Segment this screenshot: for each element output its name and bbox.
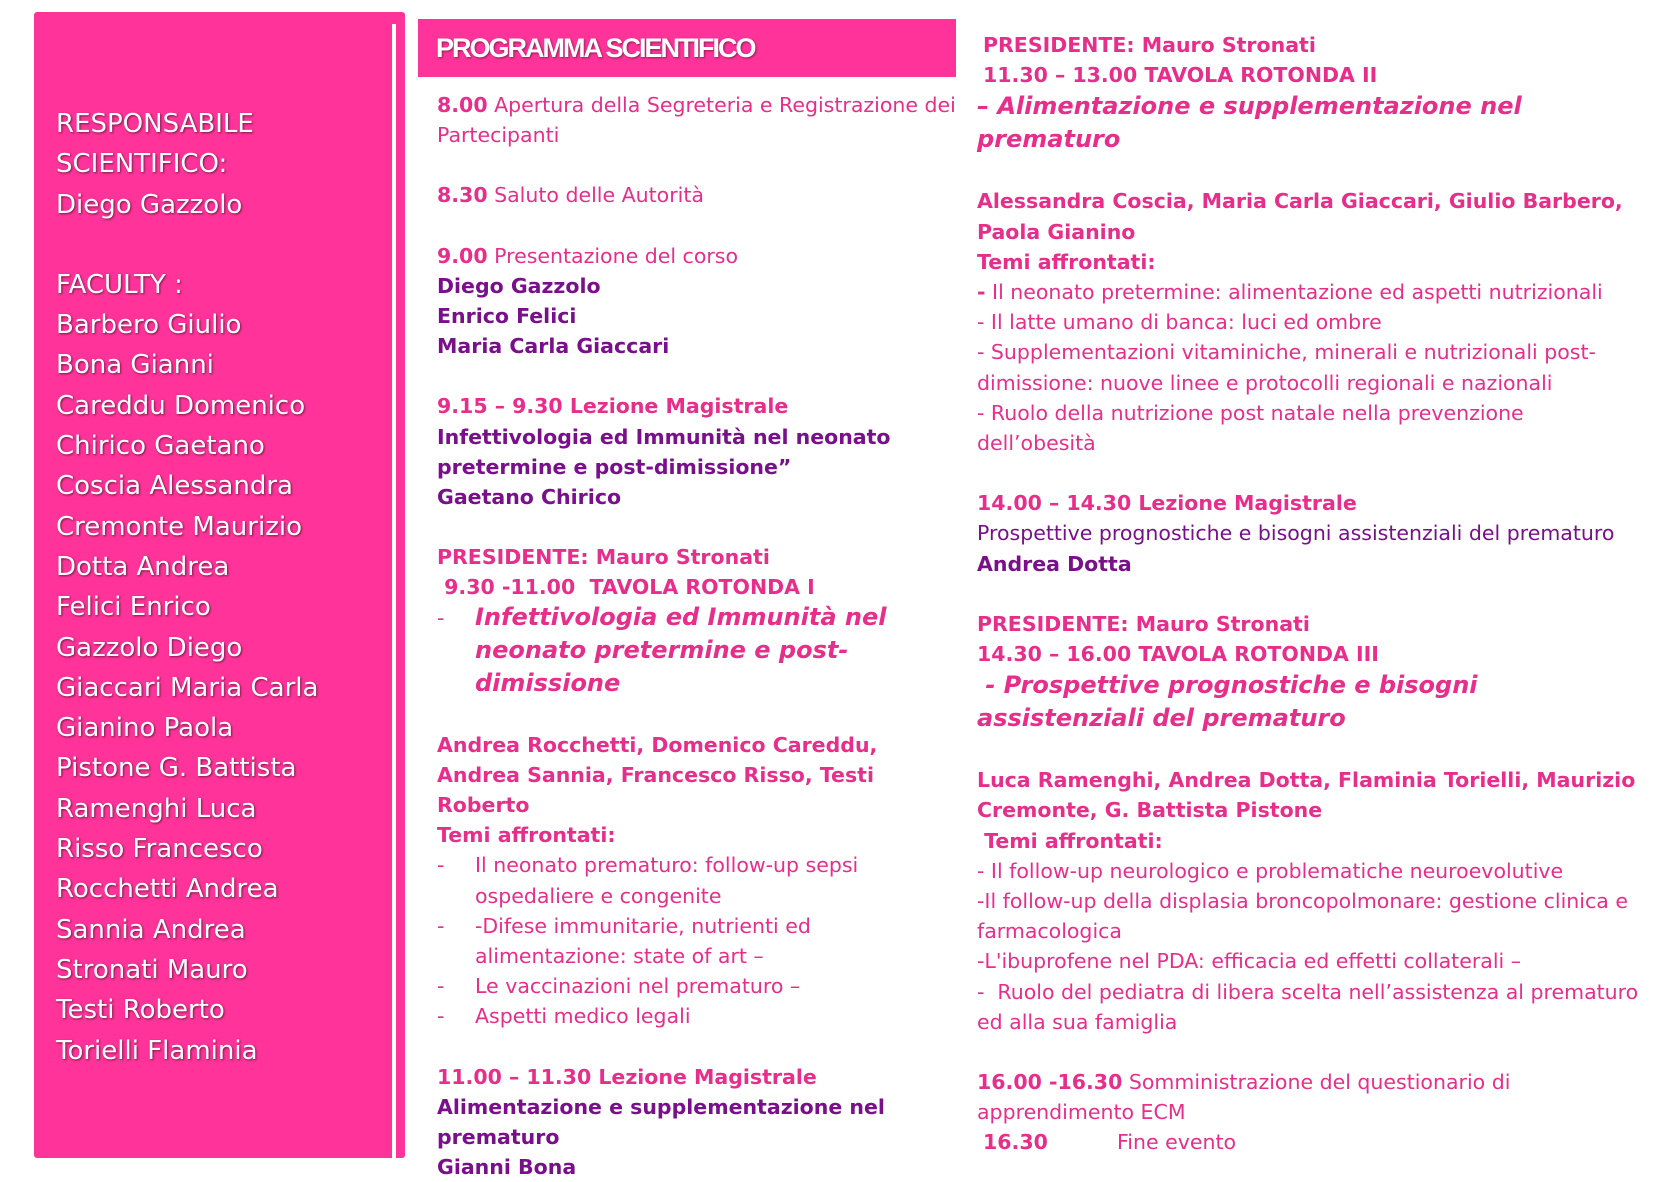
topic-text: Aspetti medico legali — [475, 1004, 691, 1029]
faculty-item: Chirico Gaetano — [56, 431, 265, 462]
topics-label: Temi affrontati: — [977, 828, 1163, 853]
lecture-title: Alimentazione e supplementazione nel prematuro — [437, 1094, 885, 1150]
event-time: 16.00 -16.30 — [977, 1070, 1123, 1095]
event-text: Saluto delle Autorità — [487, 183, 704, 208]
topic-item: - Ruolo del pediatra di libera scelta nell’assistenza al prematuro ed alla sua famiglia — [977, 979, 1645, 1034]
topics-label: Temi affrontati: — [437, 823, 616, 848]
lecture-speaker: Gaetano Chirico — [437, 485, 622, 510]
roundtable-participants: Alessandra Coscia, Maria Carla Giaccari, Giulio Barbero, Paola Gianino — [977, 189, 1623, 244]
lecture-time: 11.00 – 11.30 Lezione Magistrale — [437, 1064, 817, 1089]
spacer — [977, 1037, 1647, 1067]
speaker-name: Maria Carla Giaccari — [437, 334, 670, 359]
roundtable-title — [437, 603, 957, 700]
lecture-title-line: pretermine e post-dimissione” — [437, 454, 792, 479]
dash-mark: - — [437, 605, 445, 630]
event-time: 16.30 — [983, 1130, 1048, 1155]
topic-text: Il neonato prematuro: follow-up sepsi ospedaliere e congenite — [475, 853, 859, 908]
topic-item: - Il latte umano di banca: luci ed ombre — [977, 310, 1382, 335]
topic-item — [437, 1001, 957, 1031]
speaker-name: Diego Gazzolo — [437, 273, 601, 298]
topic-item — [437, 850, 957, 910]
faculty-item: Stronati Mauro — [56, 954, 248, 985]
event-questionnaire — [977, 1067, 1647, 1127]
program-column-2 — [977, 30, 1647, 1158]
responsabile-name: Diego Gazzolo — [56, 189, 243, 220]
event-text: Somministrazione del questionario di apprendimento ECM — [977, 1070, 1511, 1125]
spacer — [977, 156, 1647, 186]
spacer — [437, 150, 957, 180]
roundtable-participants: Luca Ramenghi, Andrea Dotta, Flaminia Torielli, Maurizio Cremonte, G. Battista Pistone — [977, 768, 1636, 823]
spacer — [977, 458, 1647, 488]
roundtable-time: 9.30 -11.00 TAVOLA ROTONDA I — [437, 575, 815, 600]
dash-mark: - — [437, 853, 445, 878]
lecture-time: 14.00 – 14.30 Lezione Magistrale — [977, 491, 1357, 516]
roundtable-time: 14.30 – 16.00 TAVOLA ROTONDA III — [977, 642, 1379, 667]
roundtable-participants: Andrea Rocchetti, Domenico Careddu, Andrea Sannia, Francesco Risso, Testi Roberto — [437, 732, 878, 818]
faculty-item: Rocchetti Andrea — [56, 874, 279, 905]
roundtable-president: PRESIDENTE: Mauro Stronati — [437, 545, 770, 570]
roundtable-president: PRESIDENTE: Mauro Stronati — [983, 33, 1316, 57]
faculty-item: Cremonte Maurizio — [56, 511, 302, 542]
program-header — [418, 19, 956, 77]
faculty-item: Pistone G. Battista — [56, 753, 297, 784]
faculty-label: FACULTY : — [56, 269, 183, 300]
event-time: 9.00 — [437, 243, 488, 268]
dash-mark: - — [437, 1004, 445, 1029]
lecture-speaker: Gianni Bona — [437, 1155, 577, 1180]
topic-item: - Il follow-up neurologico e problematiche neuroevolutive — [977, 858, 1564, 883]
responsabile-label-2: SCIENTIFICO: — [56, 149, 228, 180]
faculty-item: Careddu Domenico — [56, 390, 306, 421]
topics-label: Temi affrontati: — [977, 249, 1156, 274]
event-time: 8.00 — [437, 93, 488, 117]
roundtable-title: - Prospettive prognostiche e bisogni assistenziali del prematuro — [977, 671, 1486, 733]
topic-item — [437, 971, 957, 1001]
spacer — [437, 700, 957, 730]
speaker-name: Enrico Felici — [437, 304, 577, 329]
spacer — [437, 211, 957, 241]
lecture-speaker: Andrea Dotta — [977, 551, 1132, 576]
roundtable-time: 11.30 – 13.00 TAVOLA ROTONDA II — [983, 63, 1378, 88]
topic-item — [977, 277, 1647, 307]
faculty-item: Gazzolo Diego — [56, 632, 243, 663]
faculty-item: Sannia Andrea — [56, 914, 246, 945]
program-title: PROGRAMMA SCIENTIFICO — [436, 33, 755, 63]
roundtable-president: PRESIDENTE: Mauro Stronati — [977, 611, 1310, 636]
faculty-item: Ramenghi Luca — [56, 793, 257, 824]
faculty-item: Dotta Andrea — [56, 551, 230, 582]
event-greetings — [437, 180, 957, 210]
faculty-item: Bona Gianni — [56, 350, 214, 381]
lecture-title: Prospettive prognostiche e bisogni assistenziali del prematuro — [977, 521, 1615, 546]
spacer — [977, 735, 1647, 765]
roundtable-title-text: Infettivologia ed Immunità nel neonato pretermine e post-dimissione — [475, 602, 887, 697]
faculty-item: Torielli Flaminia — [56, 1035, 258, 1066]
lecture-title-line: Infettivologia ed Immunità nel neonato — [437, 424, 891, 449]
topic-item: -Il follow-up della displasia broncopolmonare: gestione clinica e farmacologica — [977, 889, 1628, 944]
spacer — [437, 361, 957, 391]
sidebar-panel — [34, 12, 405, 1158]
dash-mark: - — [977, 280, 986, 305]
sidebar-text — [56, 104, 318, 1071]
event-text: Fine evento — [1117, 1130, 1237, 1155]
topic-item — [437, 911, 957, 971]
topic-item: - Ruolo della nutrizione post natale nella prevenzione dell’obesità — [977, 400, 1524, 456]
sidebar-divider — [392, 24, 396, 1160]
faculty-item: Gianino Paola — [56, 713, 234, 744]
faculty-item: Giaccari Maria Carla — [56, 672, 319, 703]
dash-mark: - — [437, 974, 445, 999]
topic-text: Le vaccinazioni nel prematuro – — [475, 974, 801, 999]
spacer — [437, 512, 957, 542]
topic-text: Il neonato pretermine: alimentazione ed aspetti nutrizionali — [985, 280, 1603, 305]
faculty-item: Testi Roberto — [56, 995, 225, 1026]
event-text: Presentazione del corso — [487, 243, 739, 268]
spacer — [56, 225, 318, 265]
topic-text: -Difese immunitarie, nutrienti ed alimentazione: state of art – — [475, 913, 811, 969]
faculty-item: Felici Enrico — [56, 592, 211, 623]
event-opening — [437, 90, 957, 150]
lecture-time: 9.15 – 9.30 Lezione Magistrale — [437, 394, 789, 419]
roundtable-title: – Alimentazione e supplementazione nel prematuro — [977, 92, 1522, 154]
dash-mark: - — [437, 913, 445, 938]
event-presentation — [437, 241, 957, 271]
topic-item: - Supplementazioni vitaminiche, minerali e nutrizionali post-dimissione: nuove linee e protocolli regionali e nazionali — [977, 340, 1596, 395]
spacer — [977, 579, 1647, 609]
spacer — [437, 1032, 957, 1062]
program-column-1 — [437, 90, 957, 1182]
event-time: 8.30 — [437, 183, 488, 208]
event-end — [977, 1127, 1647, 1157]
topic-item: -L'ibuprofene nel PDA: efficacia ed effetti collaterali – — [977, 949, 1521, 974]
responsabile-label-1: RESPONSABILE — [56, 109, 254, 139]
faculty-item: Risso Francesco — [56, 834, 263, 865]
event-text: Apertura della Segreteria e Registrazione dei Partecipanti — [437, 93, 956, 148]
faculty-item: Coscia Alessandra — [56, 471, 293, 502]
faculty-item: Barbero Giulio — [56, 310, 242, 341]
